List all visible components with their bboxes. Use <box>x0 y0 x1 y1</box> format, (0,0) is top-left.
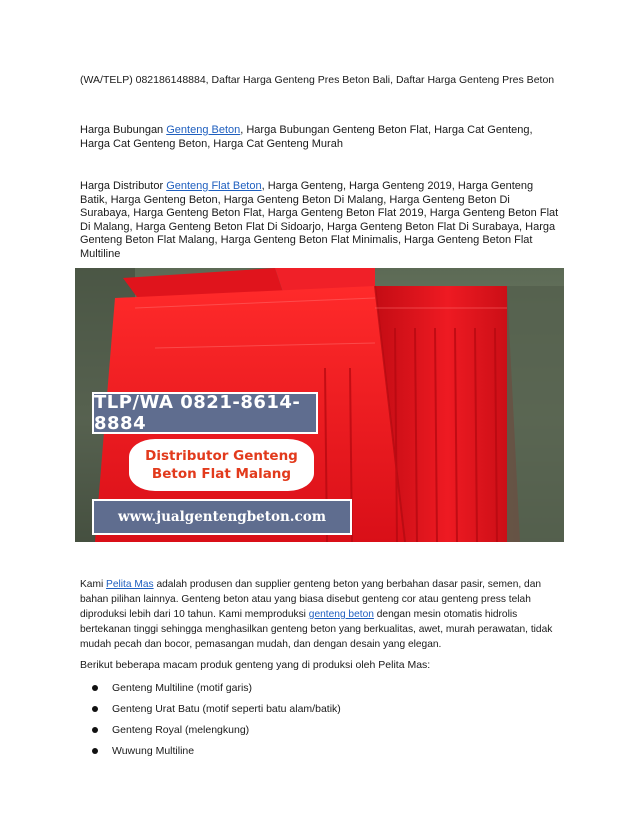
bubungan-paragraph <box>80 124 560 151</box>
distributor-text-before: Harga Distributor <box>80 180 167 192</box>
list-item <box>80 702 560 723</box>
genteng-beton-link[interactable]: Genteng Beton <box>166 124 241 136</box>
intro-paragraph <box>80 577 560 652</box>
pelita-mas-link[interactable]: Pelita Mas <box>106 579 154 590</box>
distributor-text-after: , Harga Genteng, Harga Genteng 2019, Harga Genteng Batik, Harga Genteng Beton, Harga Genteng Beton Di Malang, Harga Genteng Beton Di Surabaya, Harga Genteng Beton Flat, Harga Genteng Beton Flat 2019, Harga Genteng Beton Flat Di Malang, Harga Genteng Beton Flat Di Sidoarjo, Harga Genteng Beton Flat Di Surabaya, Harga Genteng Beton Flat Malang, Harga Genteng Beton Flat Minimalis, Harga Genteng Beton Flat Multiline <box>80 180 559 260</box>
intro-text-middle: adalah produsen dan supplier genteng beton yang berbahan dasar pasir, semen, dan bahan pilihan lainnya. Genteng beton atau yang biasa disebut genteng cor atau genteng press telah diproduksi lebih dari 10 tahun. Kami memproduksi <box>80 579 542 620</box>
list-item <box>80 723 560 744</box>
product-photo <box>75 268 564 542</box>
distributor-banner <box>129 439 314 491</box>
distributor-paragraph <box>80 180 560 261</box>
product-list <box>80 681 560 765</box>
bullet-icon <box>92 685 98 691</box>
product-name: Genteng Multiline (motif garis) <box>112 682 253 694</box>
intro-text-after: dengan mesin otomatis hidrolis bertekanan tinggi sehingga menghasilkan genteng beton yang berkualitas, awet, murah perawatan, tidak mudah pecah dan bocor, pemasangan mudah, dan dengan desain yang elegan. <box>80 609 553 650</box>
intro-text-before: Kami <box>80 579 107 590</box>
distributor-banner-line2: Beton Flat Malang <box>151 466 292 482</box>
bubungan-text-before: Harga Bubungan <box>80 124 167 136</box>
distributor-banner-line1: Distributor Genteng <box>145 448 298 464</box>
genteng-beton-link-2[interactable]: genteng beton <box>308 609 374 620</box>
product-name: Wuwung Multiline <box>112 745 195 757</box>
product-name: Genteng Urat Batu (motif seperti batu alam/batik) <box>112 703 341 715</box>
website-banner: www.jualgentengbeton.com <box>92 499 352 535</box>
header-line: (WA/TELP) 082186148884, Daftar Harga Genteng Pres Beton Bali, Daftar Harga Genteng Pres Beton <box>80 74 555 86</box>
bullet-icon <box>92 706 98 712</box>
product-name: Genteng Royal (melengkung) <box>112 724 250 736</box>
bullet-icon <box>92 727 98 733</box>
list-item <box>80 681 560 702</box>
genteng-flat-beton-link[interactable]: Genteng Flat Beton <box>166 180 262 192</box>
bubungan-text-after: , Harga Bubungan Genteng Beton Flat, Harga Cat Genteng, Harga Cat Genteng Beton, Harga Cat Genteng Murah <box>80 124 533 150</box>
phone-banner: TLP/WA 0821-8614-8884 <box>92 392 318 434</box>
bullet-icon <box>92 748 98 754</box>
list-item <box>80 744 560 765</box>
product-list-lead: Berikut beberapa macam produk genteng yang di produksi oleh Pelita Mas: <box>80 659 431 671</box>
